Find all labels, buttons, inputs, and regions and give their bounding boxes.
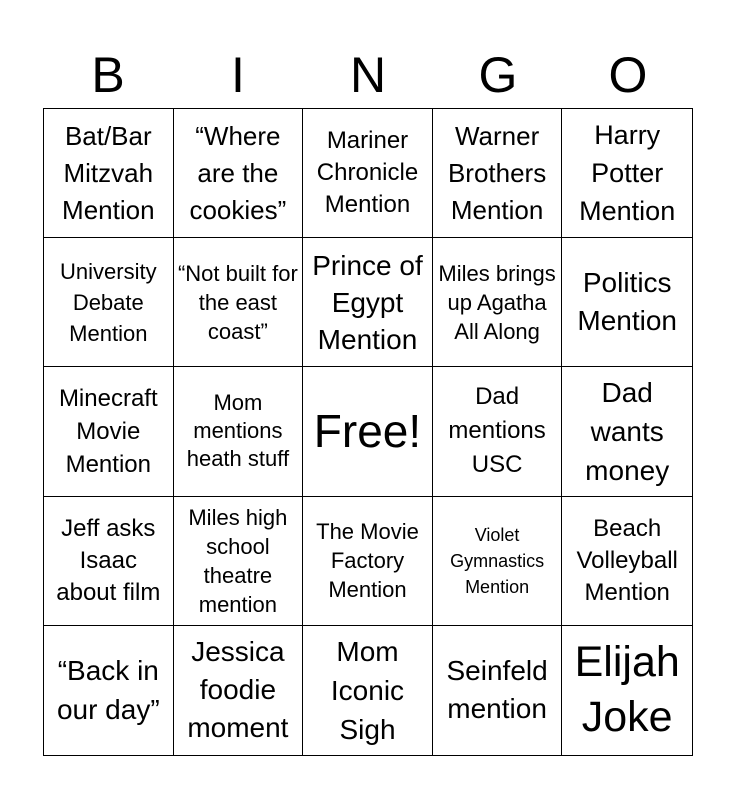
cell-label: Dad wants money [585, 376, 670, 486]
bingo-cell[interactable] [174, 626, 304, 755]
bingo-cell[interactable] [44, 626, 174, 755]
cell-label: Bat/Bar Mitzvah Mention [62, 120, 155, 225]
bingo-header [43, 42, 693, 108]
bingo-cell[interactable] [562, 367, 692, 496]
cell-label: University Debate Mention [60, 258, 157, 346]
cell-label: Mom mentions heath stuff [186, 390, 290, 472]
cell-label: Miles brings up Agatha All Along [438, 260, 556, 344]
cell-label: Mom Iconic Sigh [330, 635, 405, 745]
bingo-cell[interactable] [433, 497, 563, 626]
cell-label: Jessica foodie moment [187, 636, 289, 744]
cell-label: Minecraft Movie Mention [58, 384, 158, 478]
bingo-cell[interactable] [433, 626, 563, 755]
cell-label: Miles high school theatre mention [188, 504, 288, 617]
cell-label: Politics Mention [577, 267, 677, 337]
bingo-cell[interactable] [433, 109, 563, 238]
cell-label: The Movie Factory Mention [316, 519, 419, 603]
bingo-cell[interactable] [562, 109, 692, 238]
cell-label: Seinfeld mention [446, 655, 548, 725]
bingo-cell[interactable] [174, 367, 304, 496]
bingo-cell[interactable] [44, 367, 174, 496]
bingo-card [43, 108, 693, 756]
cell-label: Violet Gymnastics Mention [450, 524, 545, 597]
bingo-cell[interactable] [303, 109, 433, 238]
bingo-cell[interactable] [174, 238, 304, 367]
header-letter-o: O [608, 47, 648, 103]
cell-label: Jeff asks Isaac about film [56, 514, 161, 606]
header-letter-b: B [91, 47, 125, 103]
bingo-cell[interactable] [303, 238, 433, 367]
cell-label: Prince of Egypt Mention [312, 249, 423, 355]
cell-label: “Back in our day” [56, 655, 160, 726]
bingo-cell[interactable] [44, 109, 174, 238]
cell-label: “Where are the cookies” [189, 120, 287, 225]
bingo-cell[interactable] [44, 497, 174, 626]
free-space-label: Free! [313, 405, 422, 458]
bingo-cell[interactable] [433, 367, 563, 496]
bingo-cell[interactable] [562, 497, 692, 626]
bingo-cell[interactable] [44, 238, 174, 367]
bingo-cell[interactable] [562, 626, 692, 755]
cell-label: Elijah Joke [574, 638, 680, 742]
cell-label: “Not built for the east coast” [177, 260, 298, 344]
cell-label: Dad mentions USC [448, 383, 546, 479]
cell-label: Warner Brothers Mention [447, 120, 547, 225]
free-space-cell[interactable] [303, 367, 433, 496]
bingo-cell[interactable] [174, 109, 304, 238]
bingo-cell[interactable] [303, 497, 433, 626]
header-letter-n: N [349, 47, 387, 103]
bingo-cell[interactable] [174, 497, 304, 626]
bingo-cell[interactable] [303, 626, 433, 755]
bingo-cell[interactable] [562, 238, 692, 367]
cell-label: Beach Volleyball Mention [576, 514, 678, 606]
header-letter-g: G [478, 47, 518, 103]
header-letter-i: I [231, 47, 245, 103]
cell-label: Harry Potter Mention [579, 120, 676, 227]
cell-label: Mariner Chronicle Mention [316, 127, 419, 219]
bingo-cell[interactable] [433, 238, 563, 367]
